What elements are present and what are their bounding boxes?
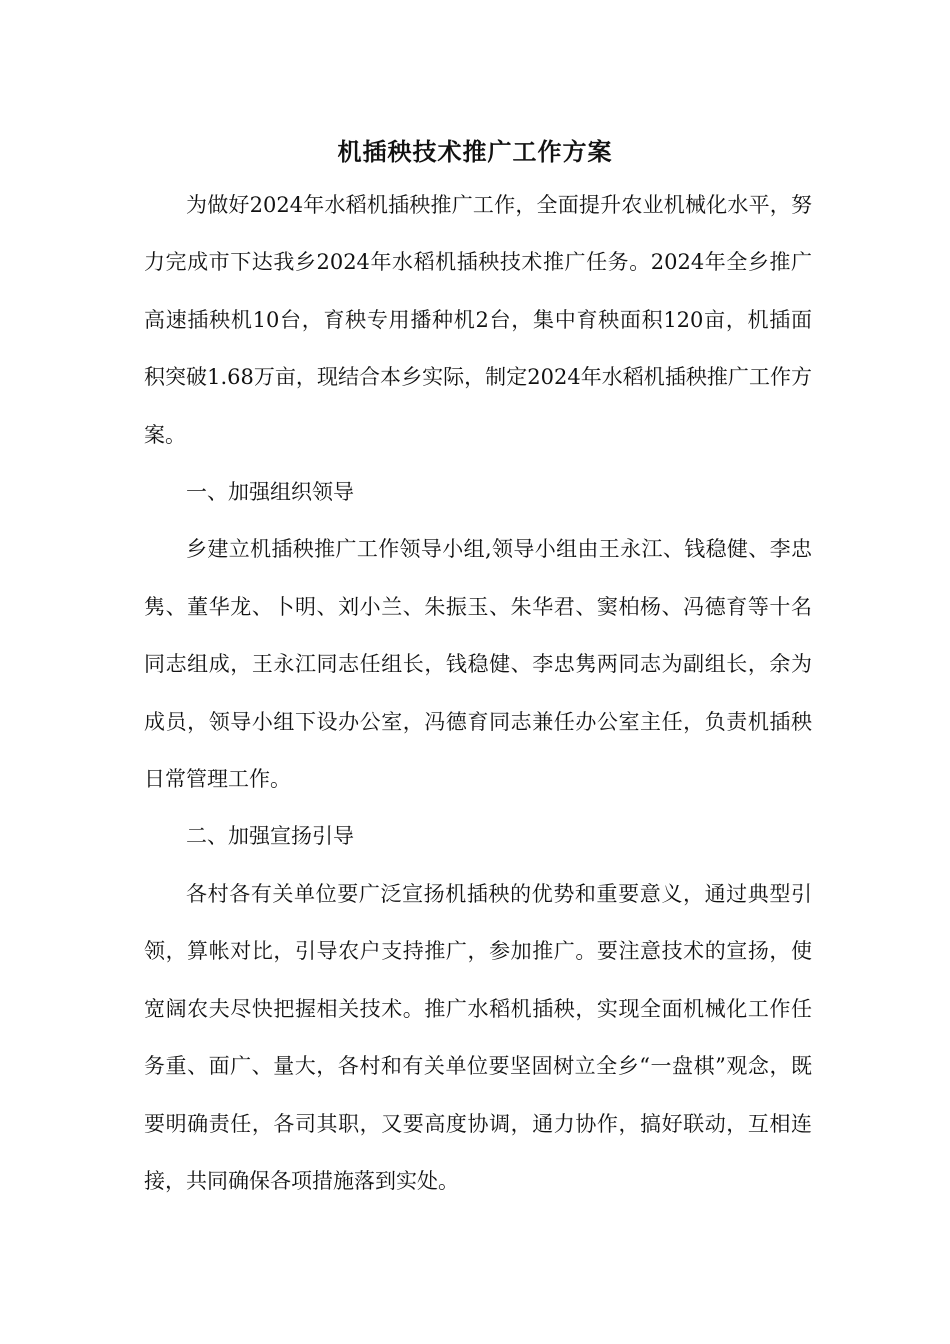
document-title: 机插秧技术推广工作方案 (337, 137, 613, 166)
section-2-paragraph: 各村各有关单位要广泛宣扬机插秧的优势和重要意义，通过典型引领，算帐对比，引导农户支持推广，参加推广。要注意技术的宣扬，使宽阔农夫尽快把握相关技术。推广水稻机插秧，实现全面机械化工作任务重、面广、量大，各村和有关单位要坚固树立全乡“一盘棋”观念，既要明确责任，各司其职，又要高度协调，通力协作，搞好联动，互相连接，共同确保各项措施落到实处。 (144, 881, 812, 1193)
intro-paragraph: 为做好2024年水稻机插秧推广工作，全面提升农业机械化水平，努力完成市下达我乡2024年水稻机插秧技术推广任务。2024年全乡推广高速插秧机10台，育秧专用播种机2台，集中育秧面积120亩，机插面积突破1.68万亩，现结合本乡实际，制定2024年水稻机插秧推广工作方案。 (144, 193, 812, 447)
section-heading-1: 一、加强组织领导 (186, 480, 354, 505)
section-1-paragraph: 乡建立机插秧推广工作领导小组,领导小组由王永江、钱稳健、李忠隽、董华龙、卜明、刘小兰、朱振玉、朱华君、窦柏杨、冯德育等十名同志组成，王永江同志任组长，钱稳健、李忠隽两同志为副组长，余为成员，领导小组下设办公室，冯德育同志兼任办公室主任，负责机插秧日常管理工作。 (144, 537, 812, 792)
section-heading-2: 二、加强宣扬引导 (186, 824, 354, 849)
document-body (144, 177, 812, 1210)
